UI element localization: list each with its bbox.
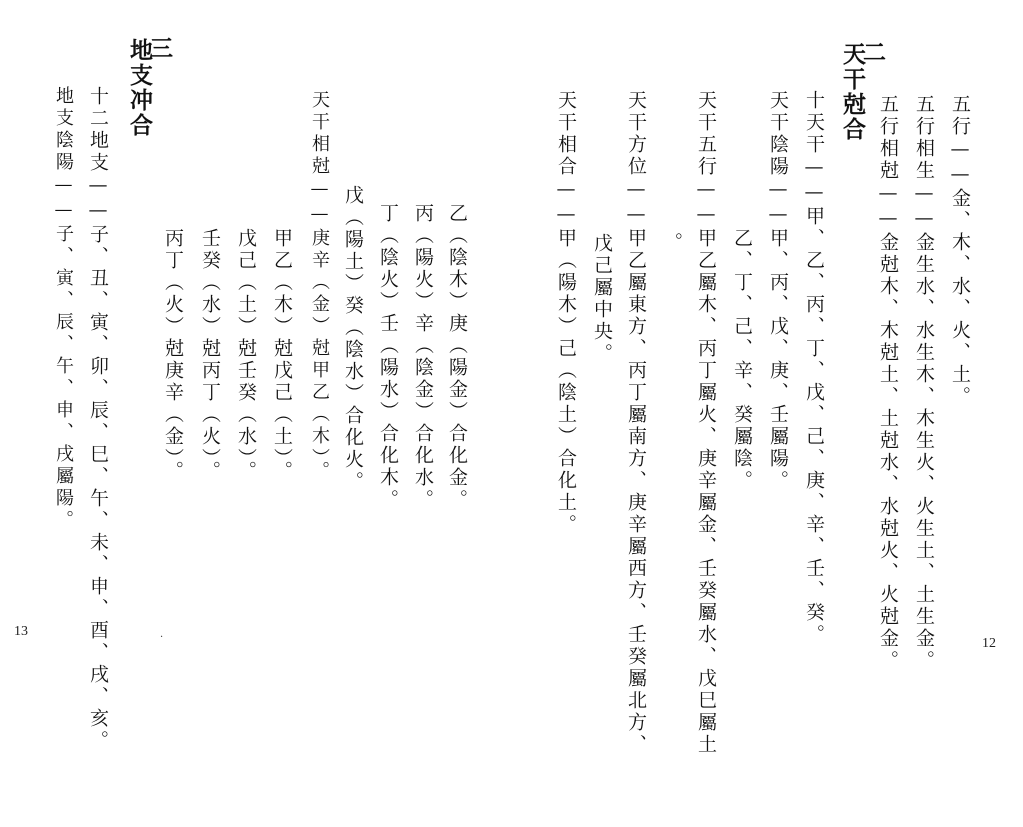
text-column: 丁（陰火）壬（陽水）合化木。 <box>377 203 399 511</box>
text-column: 五行相尅——金尅木、木尅土、土尅水、水尅火、火尅金。 <box>877 94 899 672</box>
text-column: 天干方位——甲乙屬東方、丙丁屬南方、庚辛屬西方、壬癸屬北方、 <box>625 90 647 756</box>
text-column: 戊己（土）尅壬癸（水）。 <box>235 228 257 483</box>
text-column: 。 <box>661 232 683 254</box>
text-column: 壬癸（水）尅丙丁（火）。 <box>199 228 221 483</box>
text-column: 丙（陽火）辛（陰金）合化水。 <box>412 203 434 511</box>
text-column: 乙（陰木）庚（陽金）合化金。 <box>446 203 468 511</box>
section-heading <box>127 38 175 138</box>
text-column: 天干相合——甲（陽木）己（陰土）合化土。 <box>555 90 577 536</box>
ink-speck: · <box>160 632 164 643</box>
text-column: 五行相生——金生水、水生木、木生火、火生土、土生金。 <box>913 94 935 672</box>
text-column: 五行——金、木、水、火、土。 <box>949 94 971 408</box>
text-column: 十天干——甲、乙、丙、丁、戊、己、庚、辛、壬、癸。 <box>803 90 825 646</box>
text-column: 乙、丁、己、辛、癸屬陰。 <box>731 228 753 492</box>
heading-title: 天干尅合 <box>839 42 865 142</box>
text-column: 天干五行——甲乙屬木、丙丁屬火、庚辛屬金、壬癸屬水、戊巳屬土 <box>695 90 717 756</box>
text-column: 地支陰陽——子、寅、辰、午、申、戌屬陽。 <box>53 86 74 532</box>
left-page <box>0 0 511 827</box>
text-column: 甲乙（木）尅戊己（土）。 <box>271 228 293 483</box>
right-page <box>512 0 1023 827</box>
text-column: 十二地支——子、丑、寅、卯、辰、巳、午、未、申、酉、戌、亥。 <box>87 86 109 752</box>
page-number: 12 <box>982 636 996 651</box>
text-column: 天干相尅——庚辛（金）尅甲乙（木）。 <box>309 90 330 483</box>
text-column: 丙丁（火）尅庚辛（金）。 <box>162 228 184 483</box>
text-column: 戊己屬中央。 <box>591 233 613 365</box>
text-column: 戊（陽土）癸（陰水）合化火。 <box>342 185 364 493</box>
page-number: 13 <box>14 624 28 639</box>
text-column: 天干陰陽——甲、丙、戊、庚、壬屬陽。 <box>767 90 789 492</box>
heading-title: 地支冲合 <box>126 38 152 138</box>
heading-number: 二 <box>863 40 888 66</box>
heading-number: 三 <box>150 36 175 62</box>
